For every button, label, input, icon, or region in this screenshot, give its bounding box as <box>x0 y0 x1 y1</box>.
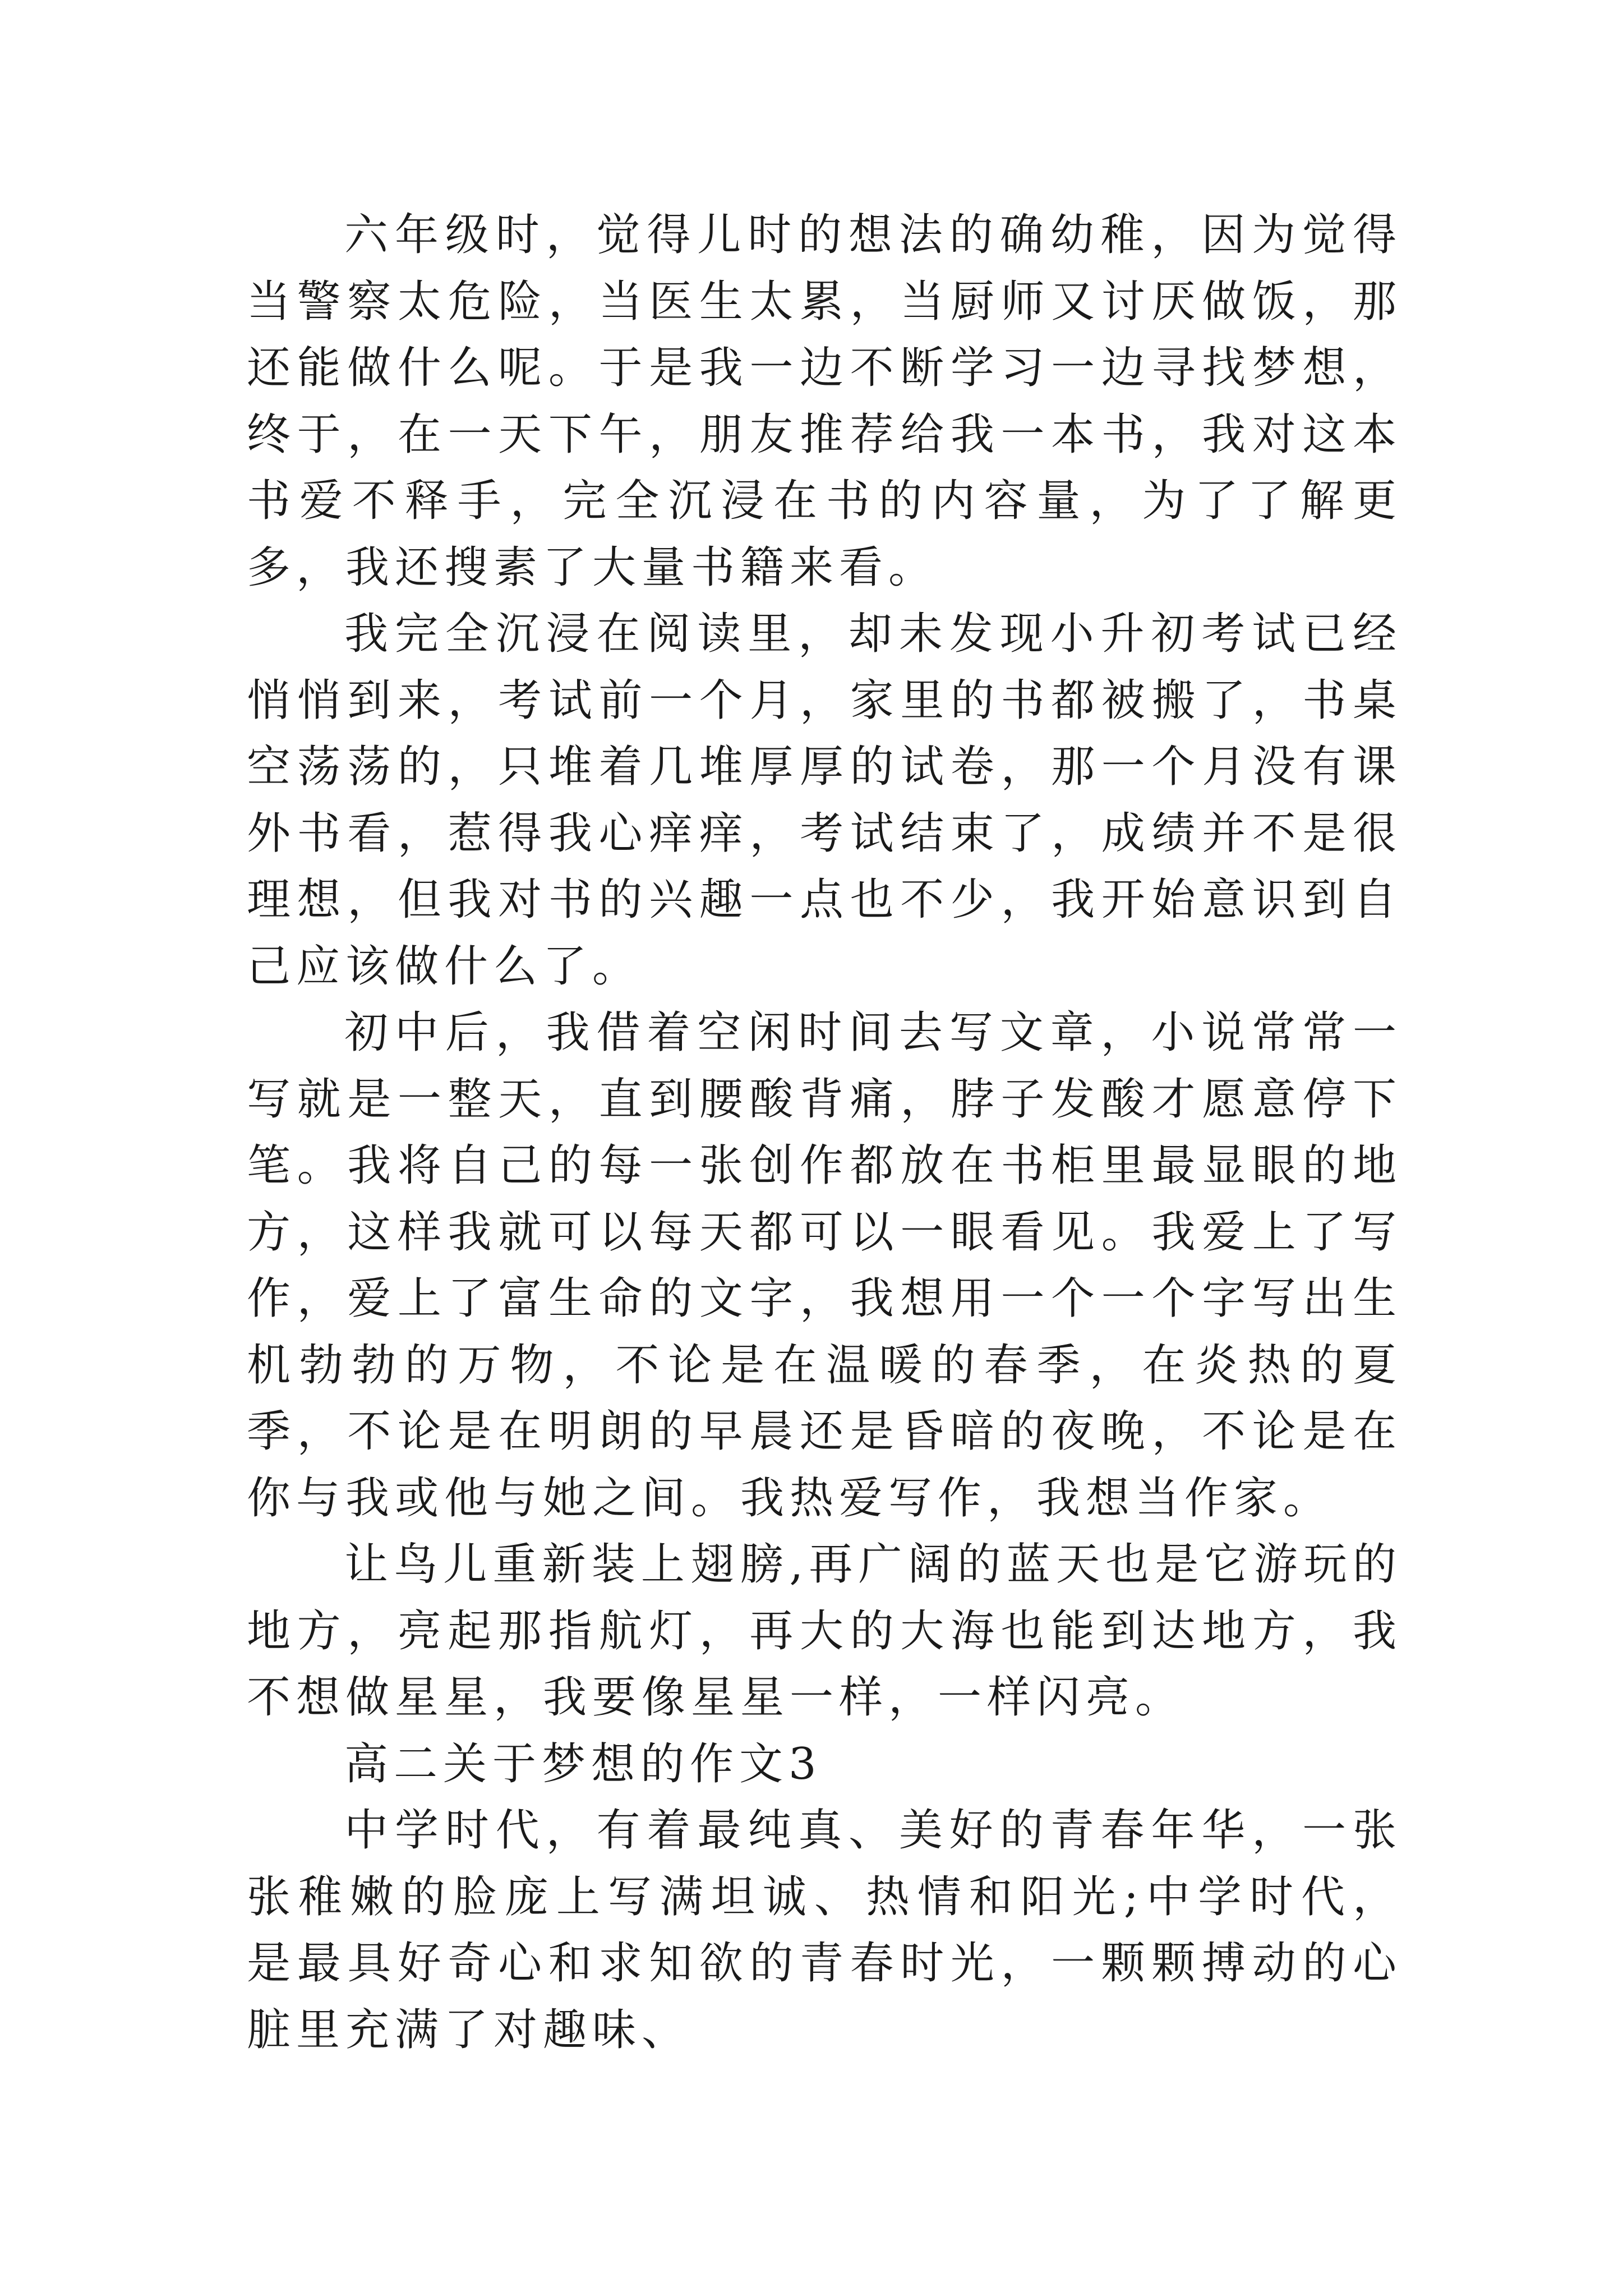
paragraph-writing: 初中后，我借着空闲时间去写文章，小说常常一写就是一整天，直到腰酸背痛，脖子发酸才愿意停下笔。我将自己的每一张创作都放在书柜里最显眼的地方，这样我就可以每天都可以一眼看见。我爱上了写作，爱上了富生命的文字，我想用一个一个字写出生机勃勃的万物，不论是在温暖的春季，在炎热的夏季，不论是在明朗的早晨还是昏暗的夜晚，不论是在你与我或他与她之间。我热爱写作，我想当作家。 <box>247 1007 1402 1524</box>
document-body <box>247 202 1402 2063</box>
essay-heading: 高二关于梦想的作文3 <box>344 1738 822 1789</box>
paragraph-middle-school: 中学时代，有着最纯真、美好的青春年华，一张张稚嫩的脸庞上写满坦诚、热情和阳光;中学时代，是最具好奇心和求知欲的青春时光，一颗颗搏动的心脏里充满了对趣味、 <box>247 1805 1402 2055</box>
paragraph-reading: 我完全沉浸在阅读里，却未发现小升初考试已经悄悄到来，考试前一个月，家里的书都被搬了，书桌空荡荡的，只堆着几堆厚厚的试卷，那一个月没有课外书看，惹得我心痒痒，考试结束了，成绩并不是很理想，但我对书的兴趣一点也不少，我开始意识到自己应该做什么了。 <box>247 609 1402 992</box>
paragraph-sixth-grade: 六年级时，觉得儿时的想法的确幼稚，因为觉得当警察太危险，当医生太累，当厨师又讨厌做饭，那还能做什么呢。于是我一边不断学习一边寻找梦想，终于，在一天下午，朋友推荐给我一本书，我对这本书爱不释手，完全沉浸在书的内容量，为了了解更多，我还搜素了大量书籍来看。 <box>247 210 1402 593</box>
paragraph-bird: 让鸟儿重新装上翅膀,再广阔的蓝天也是它游玩的地方，亮起那指航灯，再大的大海也能到达地方，我不想做星星，我要像星星一样，一样闪亮。 <box>247 1539 1402 1723</box>
